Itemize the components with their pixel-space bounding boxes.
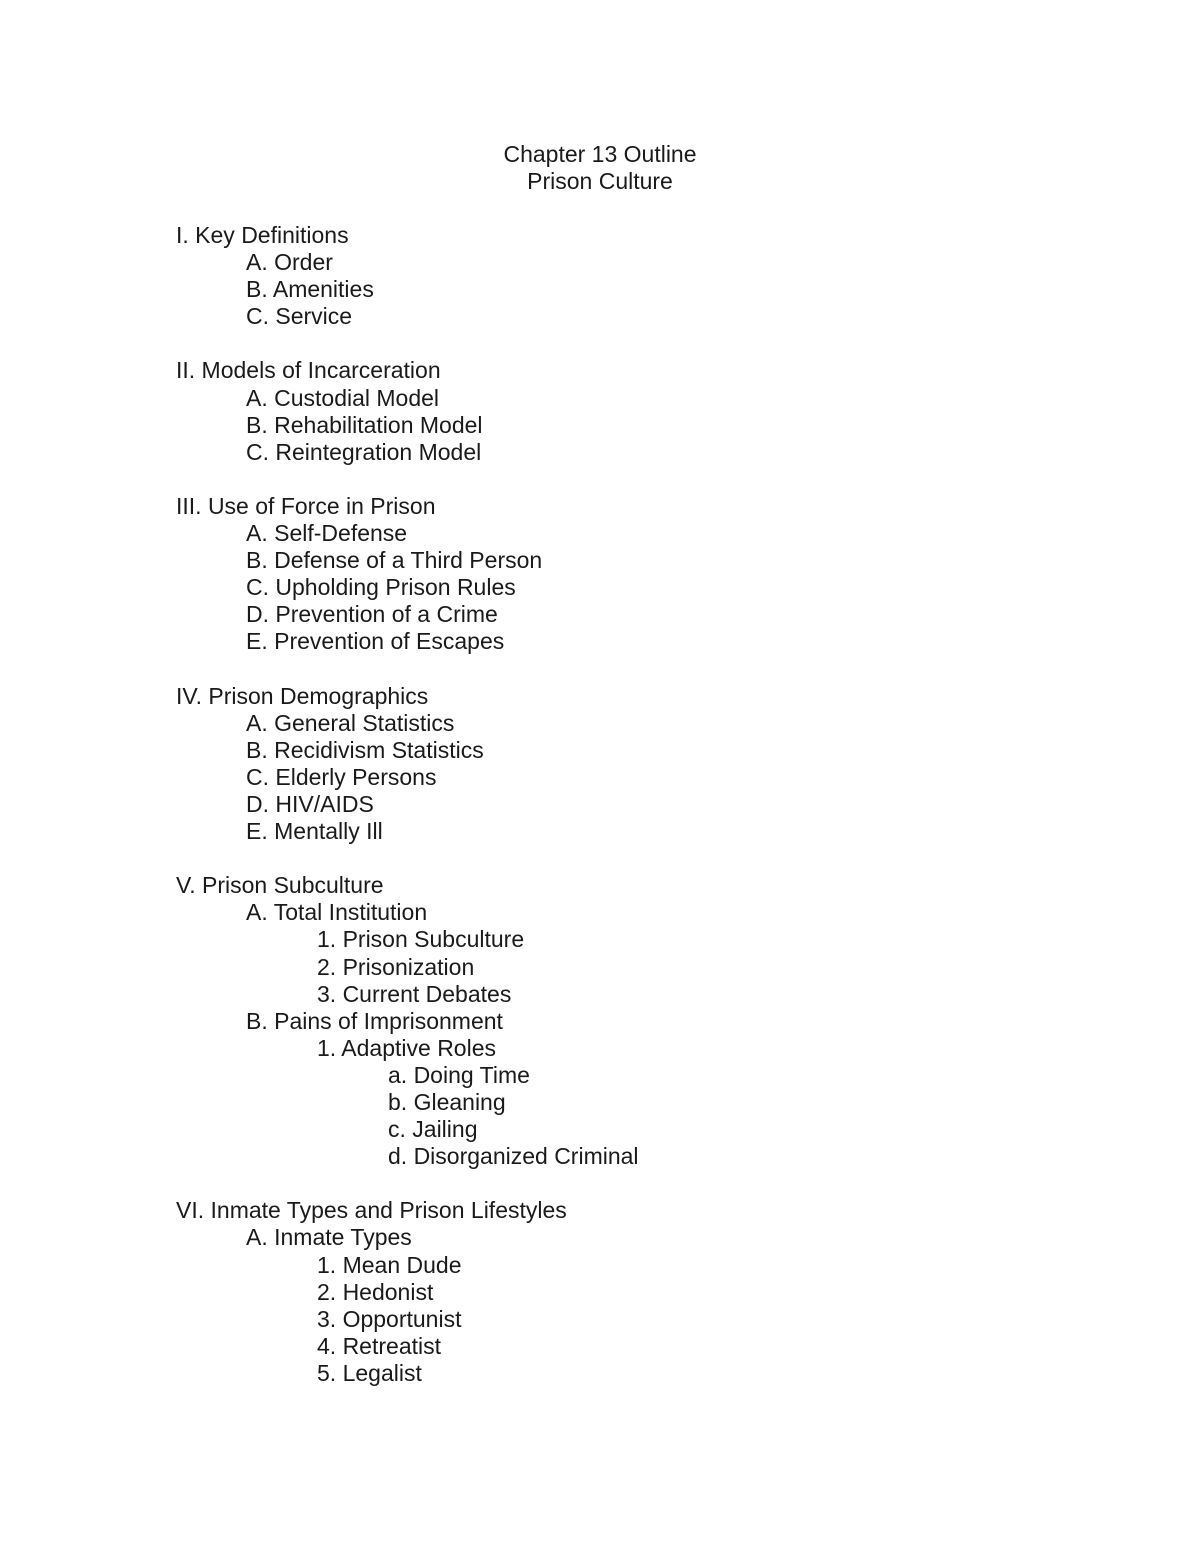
outline-subheading: A. Total Institution [246, 899, 428, 926]
outline-point: 2. Hedonist [317, 1278, 434, 1305]
section-spacer [0, 845, 1200, 872]
outline-point: 3. Opportunist [317, 1305, 462, 1332]
outline-subheading: D. Prevention of a Crime [246, 601, 498, 628]
outline-point: 1. Adaptive Roles [317, 1034, 497, 1061]
outline-point: 2. Prisonization [317, 953, 475, 980]
section-spacer [0, 330, 1200, 357]
outline-subheading: D. HIV/AIDS [246, 790, 374, 817]
outline-subheading: C. Reintegration Model [246, 438, 482, 465]
outline-heading: VI. Inmate Types and Prison Lifestyles [176, 1197, 567, 1224]
outline-heading: IV. Prison Demographics [176, 682, 429, 709]
title-block [0, 141, 1200, 195]
section-spacer [0, 466, 1200, 493]
outline-point: 3. Current Debates [317, 980, 512, 1007]
section-spacer [0, 1170, 1200, 1197]
outline-heading: V. Prison Subculture [176, 872, 384, 899]
outline-subpoint: a. Doing Time [388, 1061, 530, 1088]
outline-subheading: B. Recidivism Statistics [246, 736, 484, 763]
outline-point: 1. Prison Subculture [317, 926, 525, 953]
outline-point: 1. Mean Dude [317, 1251, 462, 1278]
outline-subheading: B. Defense of a Third Person [246, 547, 543, 574]
outline-point: 5. Legalist [317, 1359, 422, 1386]
outline-subheading: A. Self-Defense [246, 520, 408, 547]
outline-subpoint: b. Gleaning [388, 1089, 506, 1115]
outline-subheading: C. Elderly Persons [246, 763, 437, 790]
outline-subheading: E. Mentally Ill [246, 818, 383, 845]
section-spacer [0, 656, 1200, 683]
outline-subpoint: d. Disorganized Criminal [388, 1143, 639, 1170]
page-title: Chapter 13 Outline [503, 141, 697, 167]
outline-heading: II. Models of Incarceration [176, 357, 441, 384]
outline-heading: III. Use of Force in Prison [176, 492, 436, 519]
outline-subheading: A. Order [246, 249, 333, 276]
outline-subpoint: c. Jailing [388, 1116, 478, 1143]
outline-subheading: B. Rehabilitation Model [246, 411, 483, 438]
page-subtitle: Prison Culture [527, 168, 673, 194]
outline-subheading: A. Inmate Types [246, 1224, 412, 1251]
outline-subheading: B. Amenities [246, 276, 374, 303]
outline-heading: I. Key Definitions [176, 222, 349, 248]
outline-subheading: C. Upholding Prison Rules [246, 574, 516, 601]
outline-subheading: E. Prevention of Escapes [246, 628, 505, 655]
outline-subheading: A. General Statistics [246, 709, 455, 736]
outline-point: 4. Retreatist [317, 1332, 441, 1359]
outline-subheading: C. Service [246, 303, 353, 330]
outline-subheading: B. Pains of Imprisonment [246, 1007, 503, 1034]
outline-subheading: A. Custodial Model [246, 384, 440, 411]
outline [0, 222, 1200, 1387]
